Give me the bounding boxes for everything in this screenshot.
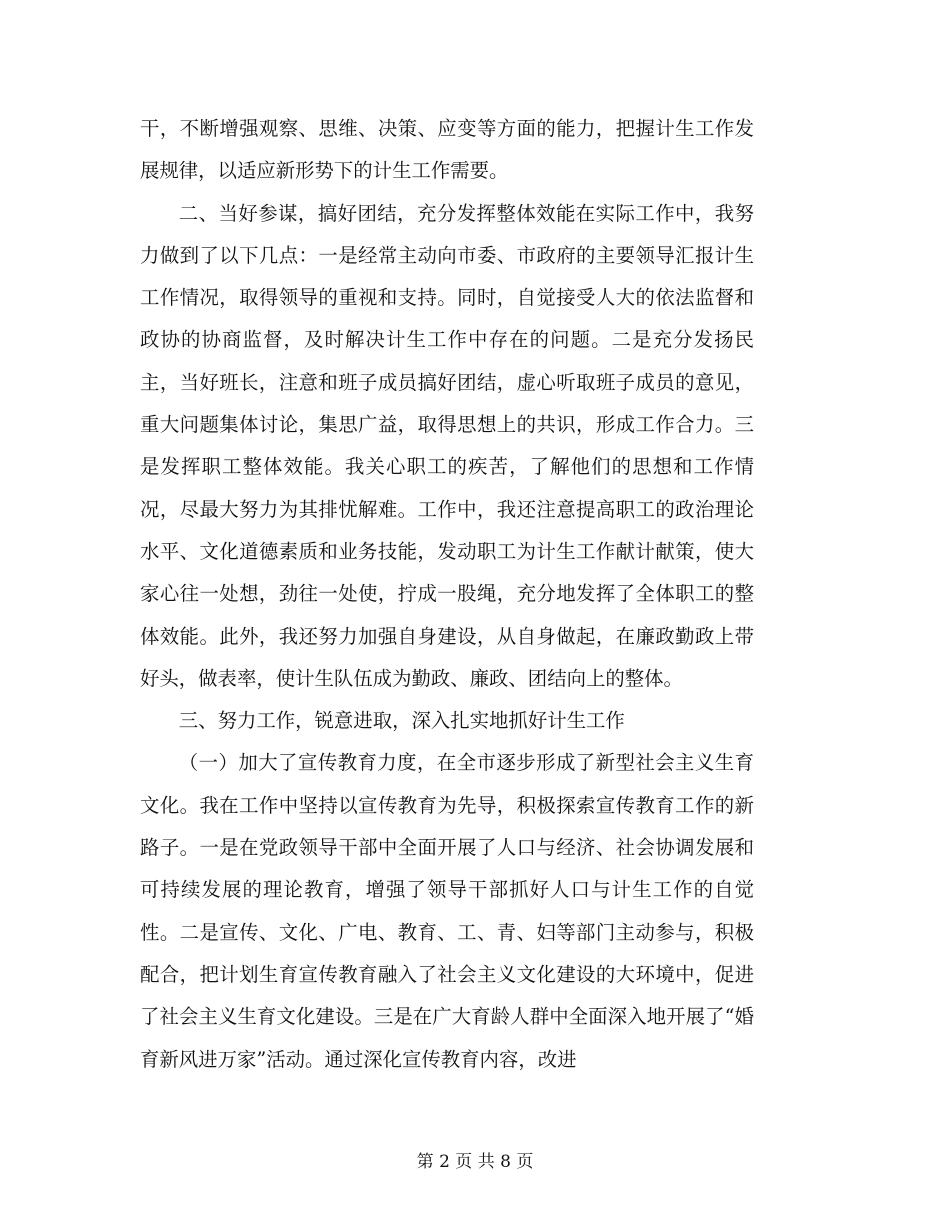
document-body bbox=[140, 108, 754, 1081]
paragraph-section-two: 二、当好参谋，搞好团结，充分发挥整体效能在实际工作中，我努力做到了以下几点：一是经常主动向市委、市政府的主要领导汇报计生工作情况，取得领导的重视和支持。同时，自觉接受人大的依法监督和政协的协商监督，及时解决计生工作中存在的问题。二是充分发扬民主，当好班长，注意和班子成员搞好团结，虚心听取班子成员的意见，重大问题集体讨论，集思广益，取得思想上的共识，形成工作合力。三是发挥职工整体效能。我关心职工的疾苦，了解他们的思想和工作情况，尽最大努力为其排忧解难。工作中，我还注意提高职工的政治理论水平、文化道德素质和业务技能，发动职工为计生工作献计献策，使大家心往一处想，劲往一处使，拧成一股绳，充分地发挥了全体职工的整体效能。此外，我还努力加强自身建设，从自身做起，在廉政勤政上带好头，做表率，使计生队伍成为勤政、廉政、团结向上的整体。 bbox=[140, 201, 754, 690]
paragraph-continuation: 干，不断增强观察、思维、决策、应变等方面的能力，把握计生工作发展规律，以适应新形势下的计生工作需要。 bbox=[140, 117, 754, 183]
paragraph-subsection-one: （一）加大了宣传教育力度，在全市逐步形成了新型社会主义生育文化。我在工作中坚持以宣传教育为先导，积极探索宣传教育工作的新路子。一是在党政领导干部中全面开展了人口与经济、社会协调发展和可持续发展的理论教育，增强了领导干部抓好人口与计生工作的自觉性。二是宣传、文化、广电、教育、工、青、妇等部门主动参与，积极配合，把计划生育宣传教育融入了社会主义文化建设的大环境中，促进了社会主义生育文化建设。三是在广大育龄人群中全面深入地开展了“婚育新风进万家”活动。通过深化宣传教育内容，改进 bbox=[140, 751, 754, 1071]
page-number-footer: 第 2 页 共 8 页 bbox=[416, 1152, 534, 1172]
section-heading-three: 三、努力工作，锐意进取，深入扎实地抓好计生工作 bbox=[178, 709, 625, 733]
